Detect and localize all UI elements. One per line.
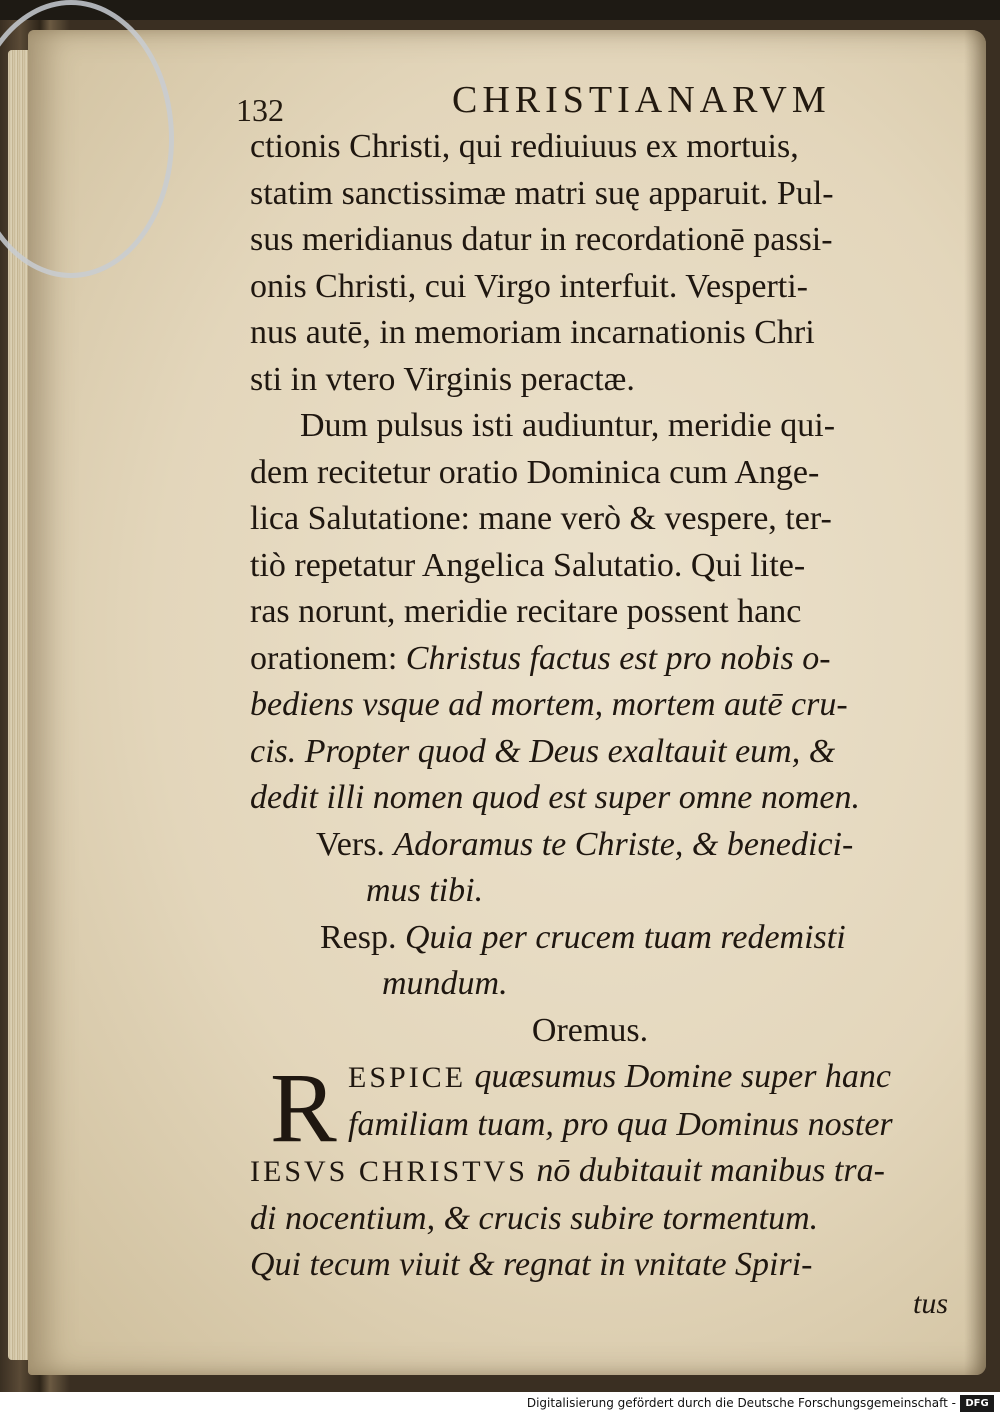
footer-bar (0, 1392, 1000, 1416)
prayer-line-mixed (250, 1148, 970, 1196)
text-italic: Christus factus est pro nobis o- (405, 639, 831, 677)
text-line: ras norunt, meridie recitare possent hanc (250, 593, 802, 630)
text-line: onis Christi, cui Virgo interfuit. Vesperti- (250, 267, 808, 305)
catchword: tus (912, 1286, 948, 1320)
text-line: ctionis Christi, qui rediuiuus ex mortuis, (250, 128, 799, 165)
page-header (236, 74, 936, 128)
prayer-line: di nocentium, & crucis subire tormentum. (250, 1199, 819, 1237)
versicle-text: Adoramus te Christe, & benedici- (393, 825, 854, 863)
footer-credit: Digitalisierung gefördert durch die Deutsche Forschungsgemeinschaft - (526, 1396, 956, 1410)
versicle (250, 822, 970, 869)
prayer-line: Qui tecum viuit & regnat in vnitate Spiri- (250, 1246, 813, 1283)
running-title: CHRISTIANARVM (452, 79, 831, 121)
text-line: nus autē, in memoriam incarnationis Chri (250, 314, 815, 351)
italic-line: bediens vsque ad mortem, mortem autē cru- (250, 686, 848, 723)
text-line: lica Salutatione: mane verò & vespere, ter- (250, 500, 832, 537)
oremus-heading: Oremus. (531, 1011, 649, 1049)
versicle-continuation: mus tibi. (366, 872, 484, 909)
response (250, 915, 970, 962)
response-label: Resp. (320, 918, 397, 956)
drop-cap: R (270, 1052, 337, 1163)
text-line: sti in vtero Virginis peractæ. (250, 360, 635, 398)
text-roman: orationem: (250, 639, 398, 677)
text-line: Dum pulsus isti audiuntur, meridie qui- (300, 407, 836, 444)
text-line: tiò repetatur Angelica Salutatio. Qui lite- (250, 546, 806, 584)
response-continuation: mundum. (382, 965, 508, 1002)
page-number: 132 (236, 92, 284, 128)
prayer-first-wrapper (250, 1054, 891, 1102)
italic-line: dedit illi nomen quod est super omne nomen. (250, 779, 861, 816)
response-text: Quia per crucem tuam redemisti (405, 918, 846, 956)
prayer-line: familiam tuam, pro qua Dominus noster (348, 1105, 893, 1143)
prayer-rest: nō dubitauit manibus tra- (536, 1152, 885, 1189)
text-line: sus meridianus datur in recordationē passi- (250, 221, 833, 258)
dfg-logo: DFG (960, 1395, 994, 1412)
prayer-first-caps: ESPICE (348, 1061, 467, 1094)
page-text (250, 124, 970, 1319)
versicle-label: Vers. (316, 825, 385, 863)
italic-line: cis. Propter quod & Deus exaltauit eum, & (250, 732, 836, 770)
text-line-mixed (250, 636, 970, 683)
prayer-caps: IESVS CHRISTVS (250, 1155, 528, 1188)
text-line: dem recitetur oratio Dominica cum Ange- (250, 453, 820, 491)
text-line: statim sanctissimæ matri suę apparuit. Pul- (250, 174, 834, 212)
prayer-first-rest: quæsumus Domine super hanc (474, 1058, 892, 1095)
